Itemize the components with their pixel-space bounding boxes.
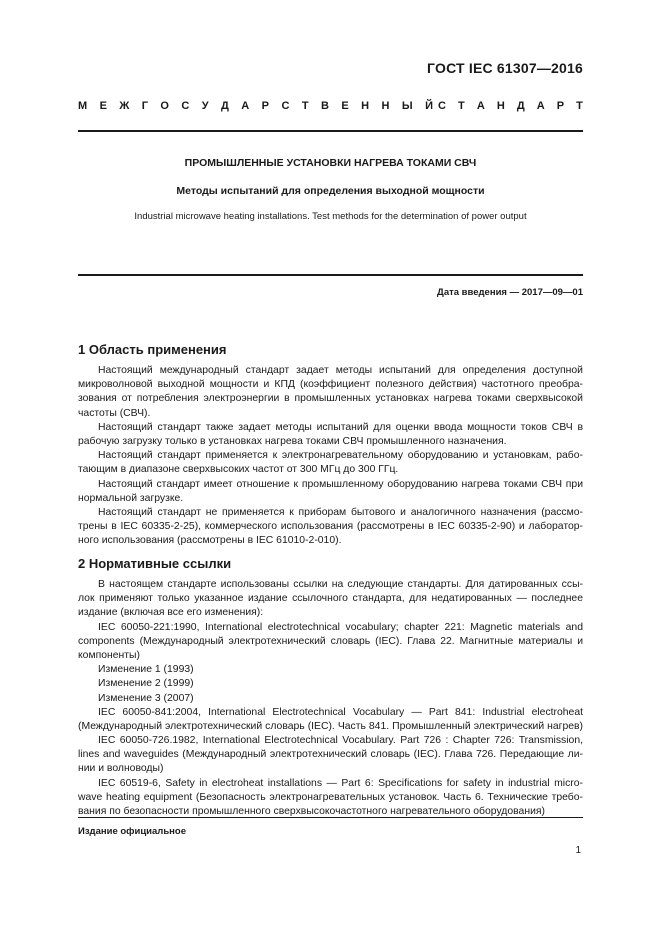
text-line: IEC 60050-221:1990, International electrotechnical vocabulary; chapter 221: Magnetic materials and xyxy=(98,621,583,633)
text-line: компоненты) xyxy=(78,649,140,661)
text-line: IEC 60519-6, Safety in electroheat installations — Part 6: Specifications for safety in industrial micro- xyxy=(98,777,583,789)
banner-letter: Е xyxy=(341,100,349,112)
document-subtitle: Методы испытаний для определения выходной мощности xyxy=(176,185,485,197)
text-line: Настоящий стандарт применяется к электронагревательному оборудованию и установкам, рабо- xyxy=(98,450,583,462)
banner-letter: У xyxy=(201,100,209,112)
text-line: издание (включая все его изменения): xyxy=(78,607,264,619)
text-line: Изменение 1 (1993) xyxy=(98,664,194,676)
banner-letter: Т xyxy=(458,100,465,112)
text-line: нормальной загрузке. xyxy=(78,492,184,504)
introduction-date: Дата введения — 2017—09—01 xyxy=(437,287,583,298)
text-line: Изменение 3 (2007) xyxy=(98,692,194,704)
text-line: лок применяют только указанное издание ссылочного стандарта, для недатированных — последнее xyxy=(78,593,583,605)
text-line: частоты (СВЧ). xyxy=(78,407,151,419)
text-line: IEC 60050-726.1982, International Electrotechnical Vocabulary. Part 726 : Chapter 726: Transmission, xyxy=(98,735,583,747)
text-line: нии и волноводы) xyxy=(78,763,164,775)
text-line: wave heating equipment (Безопасность электронагревательных установок. Часть 6. Технические требо- xyxy=(78,791,583,803)
text-line: рабочую загрузку только в установках нагрева токами СВЧ промышленного назначения. xyxy=(78,435,507,447)
interstate-standard-banner xyxy=(78,100,583,112)
text-line: зования от потребления электроэнергии в промышленных установках нагрева токами сверхвысокой xyxy=(78,393,583,405)
banner-letter: Т xyxy=(576,100,583,112)
banner-letter: А xyxy=(241,100,250,112)
text-line: lines and waveguides (Международный электротехнический словарь (IEC). Глава 726. Передающие ли- xyxy=(78,749,583,761)
banner-letter: С xyxy=(181,100,190,112)
official-edition-label: Издание официальное xyxy=(78,826,186,837)
text-line: Настоящий стандарт также задает методы испытаний для оценки ввода мощности токов СВЧ в xyxy=(98,421,583,433)
text-line: (Международный электротехнический словарь (IEC). Часть 841. Промышленный электрический нагрев) xyxy=(78,720,583,732)
banner-letter: С xyxy=(281,100,290,112)
text-line: ного использования (рассмотрены в IEC 61010-2-010). xyxy=(78,535,342,547)
banner-letter: Д xyxy=(516,100,525,112)
section-1-body xyxy=(78,364,583,548)
section-2-body xyxy=(78,578,583,819)
banner-letter: Р xyxy=(556,100,565,112)
text-line: Настоящий стандарт имеет отношение к промышленному оборудованию нагрева токами СВЧ при xyxy=(98,478,583,490)
text-line: components (Международный электротехнический словарь (IEC). Глава 22. Магнитные материалы и xyxy=(78,635,583,647)
banner-letter: Н xyxy=(381,100,390,112)
section-1-heading: 1 Область применения xyxy=(78,342,227,357)
banner-letter: А xyxy=(536,100,545,112)
footer-rule xyxy=(78,817,583,818)
text-line: вания по безопасности промышленного сверхвысокочастотного нагревательного оборудования) xyxy=(78,806,545,817)
banner-letter: Й xyxy=(425,100,433,112)
banner-letter: Ж xyxy=(119,100,130,112)
banner-letter: Е xyxy=(99,100,107,112)
document-title: ПРОМЫШЛЕННЫЕ УСТАНОВКИ НАГРЕВА ТОКАМИ СВЧ xyxy=(184,157,477,169)
text-line: IEC 60050-841:2004, International Electrotechnical Vocabulary — Part 841: Industrial electroheat xyxy=(98,706,583,718)
banner-letter: Н xyxy=(361,100,370,112)
banner-letter: С xyxy=(438,100,446,112)
banner-letter: Т xyxy=(301,100,309,112)
text-line: Изменение 2 (1999) xyxy=(98,678,194,690)
section-2-heading: 2 Нормативные ссылки xyxy=(78,556,232,571)
text-line: тающим в диапазоне сверхвысоких частот от 300 МГц до 300 ГГц. xyxy=(78,464,399,476)
page-number: 1 xyxy=(575,845,581,856)
text-line: Настоящий стандарт не применяется к приборам бытового и аналогичного назначения (рассмо- xyxy=(98,506,583,518)
banner-letter: В xyxy=(320,100,329,112)
banner-letter: А xyxy=(476,100,485,112)
text-line: трены в IEC 60335-2-25), коммерческого использования (рассмотрены в IEC 60335-2-90) и лаборатор- xyxy=(78,521,583,533)
header-rule xyxy=(78,130,583,132)
title-rule xyxy=(78,274,583,276)
banner-letter: Г xyxy=(141,100,148,112)
banner-letter: О xyxy=(160,100,169,112)
text-line: микроволновой выходной мощности и КПД (коэффициент полезного действия) частотного преобра- xyxy=(78,379,583,391)
banner-letter: Д xyxy=(221,100,229,112)
banner-letter: М xyxy=(78,100,88,112)
banner-letter: Ы xyxy=(401,100,413,112)
text-line: В настоящем стандарте использованы ссылки на следующие стандарты. Для датированных ссы- xyxy=(98,579,583,590)
english-title: Industrial microwave heating installations. Test methods for the determination of power output xyxy=(134,211,527,222)
banner-letter: Н xyxy=(496,100,505,112)
standard-word xyxy=(438,100,583,112)
standard-code: ГОСТ IEC 61307—2016 xyxy=(427,60,583,76)
text-line: Настоящий международный стандарт задает методы испытаний для определения доступной xyxy=(98,365,583,376)
banner-letter: Р xyxy=(261,100,270,112)
interstate-word xyxy=(78,100,433,112)
